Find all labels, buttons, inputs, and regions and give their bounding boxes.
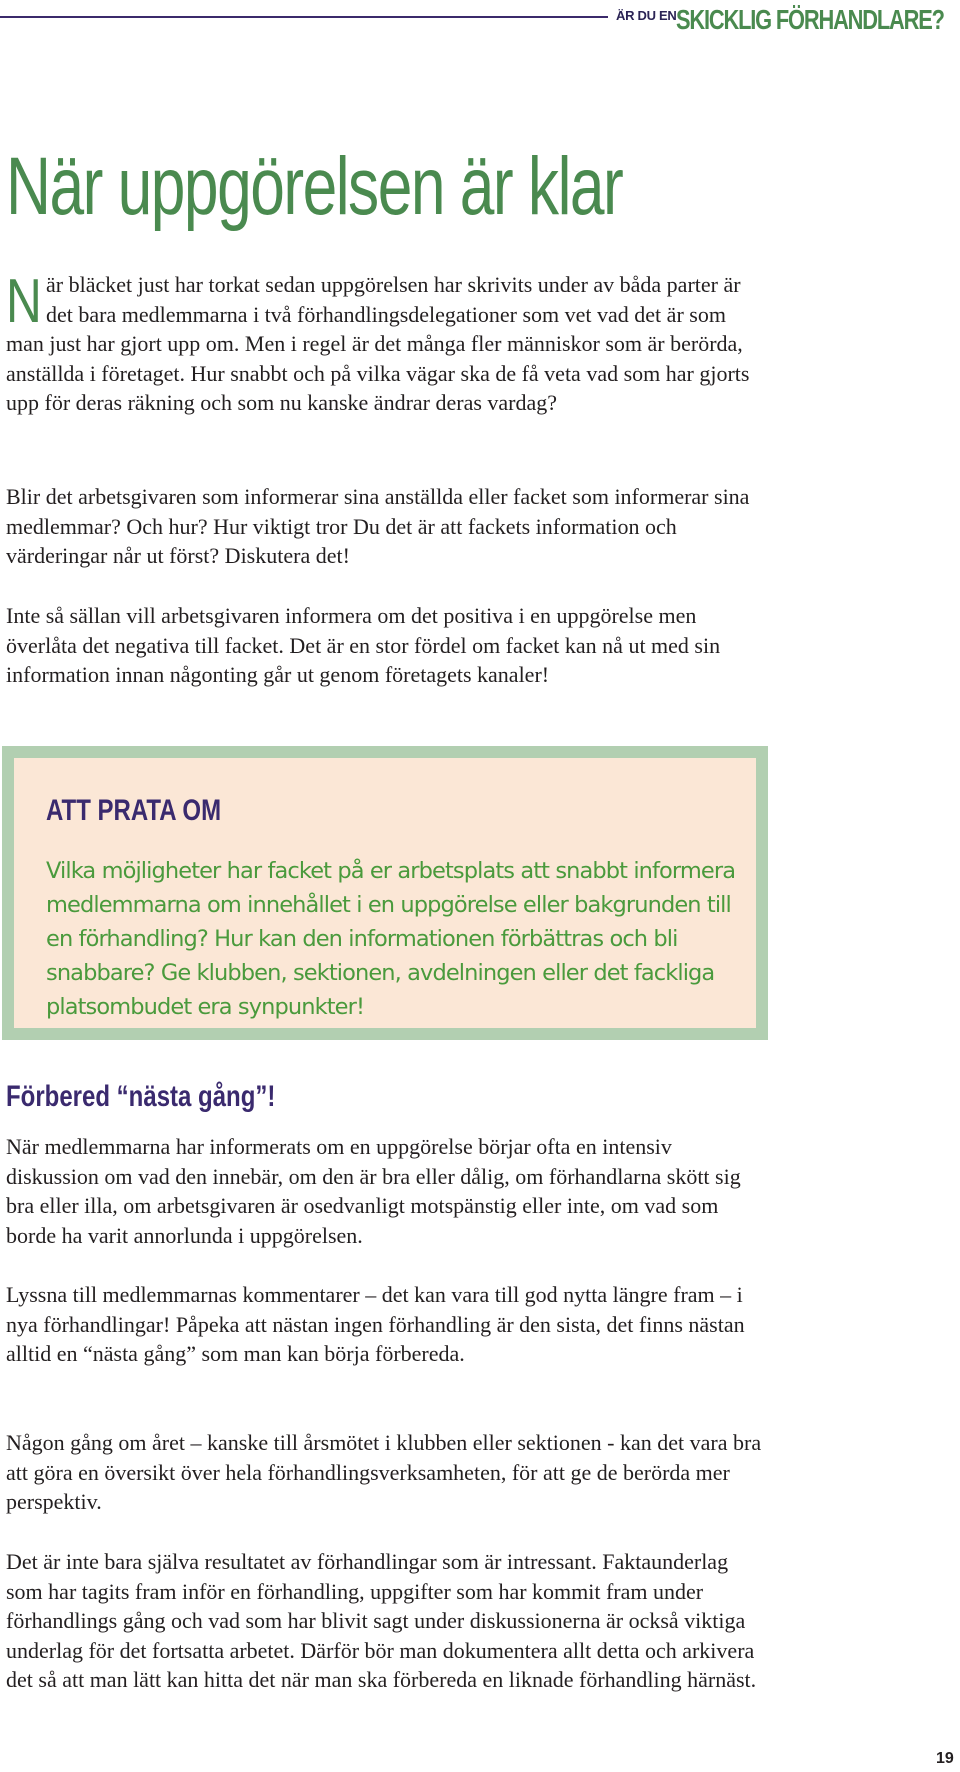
paragraph-3: Inte så sällan vill arbetsgivaren informera om det positiva i en uppgörelse men överlåta det negativa till facket. Det är en stor fördel om facket kan nå ut med sin information innan någonting går ut genom företagets kanaler! (6, 603, 721, 687)
section-paragraph: Någon gång om året – kanske till årsmötet i klubben eller sektionen - kan det vara bra att göra en översikt över hela förhandlingsverksamheten, för att ge de berörda mer perspektiv. (6, 1430, 762, 1514)
discussion-box (2, 746, 768, 1040)
header-series-title: SKICKLIG FÖRHANDLARE? (676, 4, 944, 35)
paragraph-2: Blir det arbetsgivaren som informerar sina anställda eller facket som informerar sina medlemmar? Och hur? Hur viktigt tror Du det är att fackets information och värderingar når ut först? Diskutera det! (6, 484, 750, 568)
drop-cap: N (6, 267, 42, 336)
header-kicker: ÄR DU EN (616, 8, 677, 23)
discussion-box-heading: ATT PRATA OM (46, 794, 222, 827)
intro-text: är bläcket just har torkat sedan uppgörelsen har skrivits under av båda parter är det bara medlemmarna i två förhandlingsdelegationer som vet vad det är som man just har gjort upp om. Men i regel är det många fler människor som är berörda, anställda i företaget. Hur snabbt och på vilka vägar ska de få veta vad som har gjorts upp för deras räkning och som nu kanske ändrar deras vardag? (6, 272, 750, 415)
discussion-box-text: Vilka möjligheter har facket på er arbetsplats att snabbt informera medlemmarna om innehållet i en uppgörelse eller bakgrunden till en förhandling? Hur kan den informationen förbättras och bli snabbare? Ge klubben, sektionen, avdelningen eller det fackliga platsombudet era synpunkter! (46, 858, 736, 1020)
section-paragraph: När medlemmarna har informerats om en uppgörelse börjar ofta en intensiv diskussion om vad den innebär, om den är bra eller dålig, om förhandlarna skött sig bra eller illa, om arbetsgivaren är osedvanligt motspänstig eller inte, om vad som borde ha varit annorlunda i uppgörelsen. (6, 1134, 741, 1248)
article-title: När uppgörelsen är klar (6, 141, 623, 232)
intro-paragraph (6, 267, 766, 418)
section-heading: Förbered “nästa gång”! (6, 1080, 276, 1113)
section-paragraph: Lyssna till medlemmarnas kommentarer – det kan vara till god nytta längre fram – i nya förhandlingar! Påpeka att nästan ingen förhandling är den sista, det finns nästan alltid en “nästa gång” som man kan börja förbereda. (6, 1282, 745, 1366)
page-number: 19 (936, 1750, 954, 1767)
discussion-box-panel (14, 758, 756, 1028)
section-paragraph: Det är inte bara själva resultatet av förhandlingar som är intressant. Faktaunderlag som har tagits fram inför en förhandling, uppgifter som har kommit fram under förhandlings gång och vad som har blivit sagt under diskussionerna är också viktiga underlag för det fortsatta arbetet. Därför bör man dokumentera allt detta och arkivera det så att man lätt kan hitta det när man ska förbereda en liknade förhandling härnäst. (6, 1549, 757, 1692)
header-rule (0, 16, 608, 18)
